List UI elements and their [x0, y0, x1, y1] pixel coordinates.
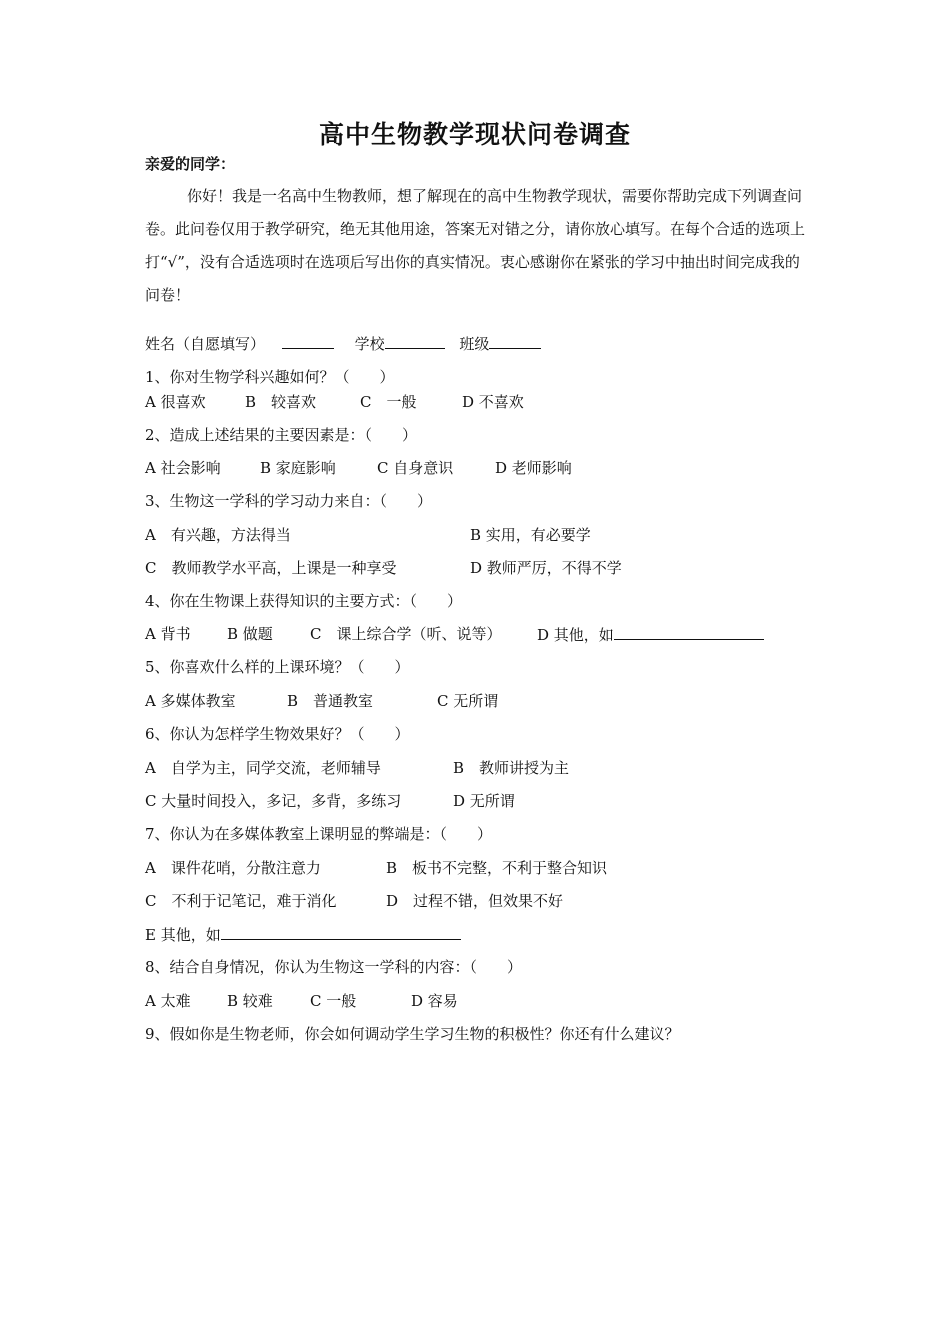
- q5-option-a[interactable]: A 多媒体教室: [145, 692, 236, 710]
- q4-option-d-label: D 其他，如: [537, 626, 614, 644]
- q7-option-e[interactable]: [145, 924, 461, 945]
- question-7: 7、你认为在多媒体教室上课明显的弊端是：（ ）: [145, 825, 493, 843]
- q4-option-a[interactable]: A 背书: [145, 625, 191, 643]
- q3-option-d[interactable]: D 教师严厉，不得不学: [470, 559, 622, 577]
- q7-option-d[interactable]: D 过程不错，但效果不好: [386, 892, 564, 910]
- q3-option-b[interactable]: B 实用，有必要学: [470, 526, 591, 544]
- school-blank[interactable]: [385, 333, 445, 349]
- question-4: 4、你在生物课上获得知识的主要方式：（ ）: [145, 592, 463, 610]
- q4-option-c[interactable]: C 课上综合学（听、说等）: [310, 625, 502, 643]
- q7-option-e-label: E 其他，如: [145, 926, 221, 944]
- class-blank[interactable]: [489, 333, 541, 349]
- q8-option-a[interactable]: A 太难: [145, 992, 191, 1010]
- name-blank[interactable]: [282, 333, 334, 349]
- info-line: [145, 333, 541, 354]
- q8-option-b[interactable]: B 较难: [227, 992, 273, 1010]
- q6-option-a[interactable]: A 自学为主，同学交流，老师辅导: [145, 759, 381, 777]
- q7-option-c[interactable]: C 不利于记笔记，难于消化: [145, 892, 337, 910]
- question-1: 1、你对生物学科兴趣如何？（ ）: [145, 368, 395, 386]
- q7-other-blank[interactable]: [221, 924, 461, 940]
- q8-option-d[interactable]: D 容易: [411, 992, 458, 1010]
- q6-option-b[interactable]: B 教师讲授为主: [453, 759, 570, 777]
- q4-option-d[interactable]: [537, 624, 764, 645]
- question-3: 3、生物这一学科的学习动力来自：（ ）: [145, 492, 433, 510]
- q3-option-c[interactable]: C 教师教学水平高，上课是一种享受: [145, 559, 397, 577]
- name-label: 姓名（自愿填写）: [145, 335, 266, 353]
- page-title: 高中生物教学现状问卷调查: [318, 120, 631, 149]
- q2-option-b[interactable]: B 家庭影响: [260, 459, 336, 477]
- q5-option-c[interactable]: C 无所谓: [437, 692, 499, 710]
- q1-option-d[interactable]: D 不喜欢: [462, 393, 524, 411]
- question-5: 5、你喜欢什么样的上课环境？（ ）: [145, 658, 410, 676]
- q1-option-c[interactable]: C 一般: [360, 393, 417, 411]
- q3-option-a[interactable]: A 有兴趣，方法得当: [145, 526, 291, 544]
- q7-option-b[interactable]: B 板书不完整，不利于整合知识: [386, 859, 608, 877]
- q1-option-a[interactable]: A 很喜欢: [145, 393, 206, 411]
- greeting: 亲爱的同学：: [145, 155, 236, 173]
- q5-option-b[interactable]: B 普通教室: [287, 692, 374, 710]
- question-6: 6、你认为怎样学生物效果好？（ ）: [145, 725, 410, 743]
- question-9: 9、假如你是生物老师，你会如何调动学生学习生物的积极性？你还有什么建议？: [145, 1025, 680, 1043]
- q7-option-a[interactable]: A 课件花哨，分散注意力: [145, 859, 321, 877]
- q6-option-c[interactable]: C 大量时间投入，多记，多背，多练习: [145, 792, 402, 810]
- q8-option-c[interactable]: C 一般: [310, 992, 357, 1010]
- q2-option-a[interactable]: A 社会影响: [145, 459, 221, 477]
- q1-option-b[interactable]: B 较喜欢: [245, 393, 317, 411]
- q4-option-b[interactable]: B 做题: [227, 625, 273, 643]
- class-label: 班级: [459, 335, 490, 353]
- q4-other-blank[interactable]: [614, 624, 764, 640]
- question-8: 8、结合自身情况，你认为生物这一学科的内容：（ ）: [145, 958, 523, 976]
- intro-paragraph: 你好！我是一名高中生物教师，想了解现在的高中生物教学现状，需要你帮助完成下列调查问卷。此问卷仅用于教学研究，绝无其他用途，答案无对错之分，请你放心填写。在每个合适的选项上打“√”，没有合适选项时在选项后写出你的真实情况。衷心感谢你在紧张的学习中抽出时间完成我的问卷！: [145, 187, 806, 304]
- question-2: 2、造成上述结果的主要因素是：（ ）: [145, 426, 418, 444]
- q2-option-c[interactable]: C 自身意识: [377, 459, 454, 477]
- q6-option-d[interactable]: D 无所谓: [453, 792, 515, 810]
- school-label: 学校: [354, 335, 385, 353]
- q2-option-d[interactable]: D 老师影响: [495, 459, 572, 477]
